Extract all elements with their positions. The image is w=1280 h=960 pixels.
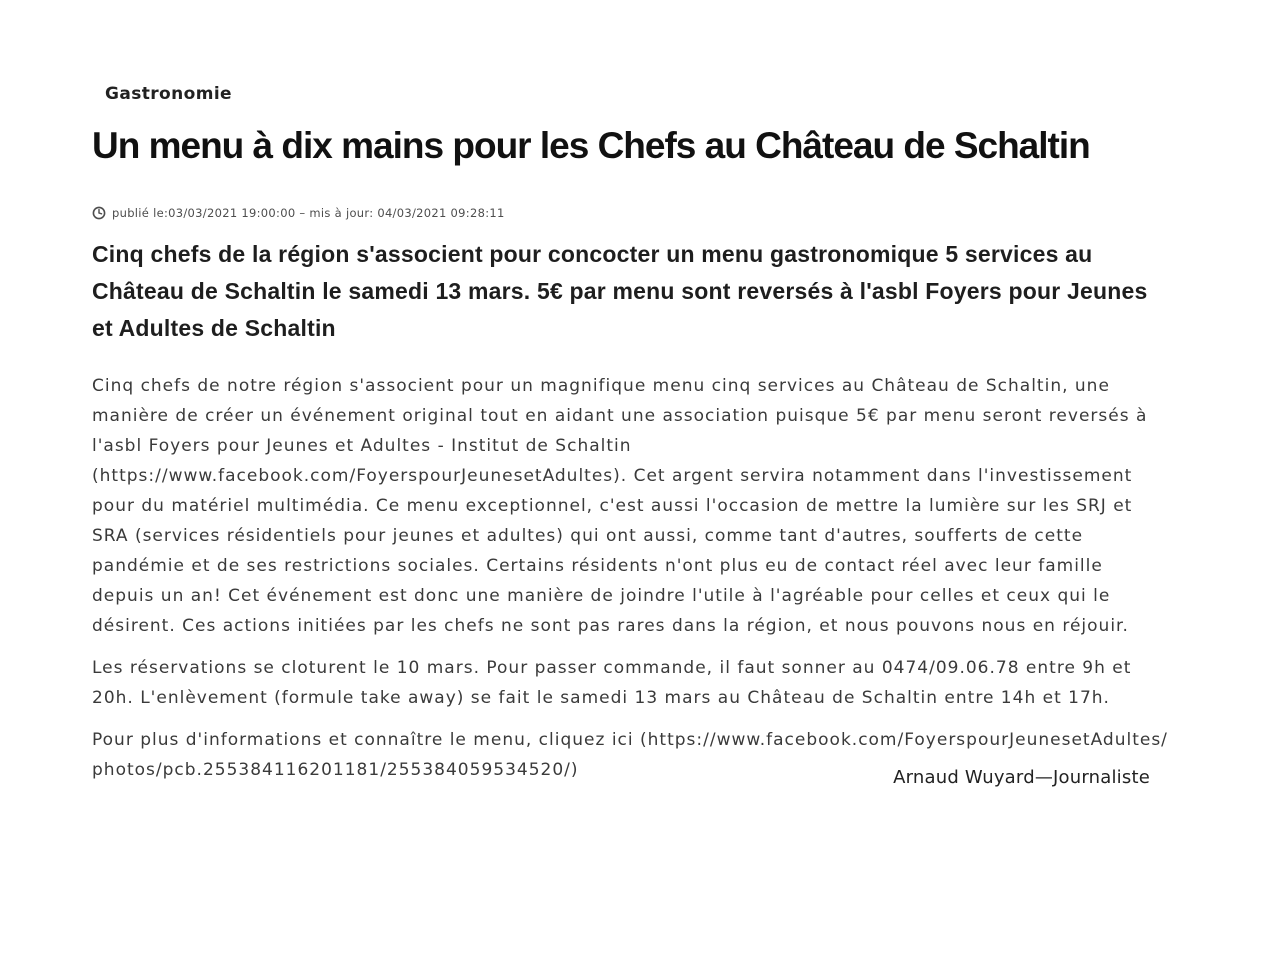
article-paragraph: Les réservations se cloturent le 10 mars. Pour passer commande, il faut sonner au 0474/09.06.78 entre 9h et 20h. L'enlèvement (formule take away) se fait le samedi 13 mars au Château de Schaltin entre 14h et 17h. — [92, 658, 1132, 709]
article-paragraph-with-link: Pour plus d'informations et connaître le menu, cliquez ici (https://www.facebook.com/FoyerspourJeunesetAdultes/photos/pcb.255384116201181/255384059534520/) — [92, 730, 1168, 781]
article-meta-row — [92, 206, 1168, 220]
article-byline: Arnaud Wuyard—Journaliste — [893, 767, 1150, 789]
published-updated-text: publié le:03/03/2021 19:00:00 – mis à jour: 04/03/2021 09:28:11 — [112, 206, 505, 221]
page-title: Un menu à dix mains pour les Chefs au Château de Schaltin — [92, 125, 1090, 166]
clock-icon — [92, 206, 106, 220]
article-lede: Cinq chefs de la région s'associent pour concocter un menu gastronomique 5 services au Château de Schaltin le samedi 13 mars. 5€ par menu sont reversés à l'asbl Foyers pour Jeunes et Adultes de Schaltin — [92, 241, 1148, 342]
article-paragraph: Cinq chefs de notre région s'associent pour un magnifique menu cinq services au Château de Schaltin, une manière de créer un événement original tout en aidant une association puisque 5€ par menu seront reversés à l'asbl Foyers pour Jeunes et Adultes - Institut de Schaltin (https://www.facebook.com/FoyerspourJeunesetAdultes). Cet argent servira notamment dans l'investissement pour du matériel multimédia. Ce menu exceptionnel, c'est aussi l'occasion de mettre la lumière sur les SRJ et SRA (services résidentiels pour jeunes et adultes) qui ont aussi, comme tant d'autres, soufferts de cette pandémie et de ses restrictions sociales. Certains résidents n'ont plus eu de contact réel avec leur famille depuis un an! Cet événement est donc une manière de joindre l'utile à l'agréable pour celles et ceux qui le désirent. Ces actions initiées par les chefs ne sont pas rares dans la région, et nous pouvons nous en réjouir. — [92, 376, 1148, 637]
category-link[interactable]: Gastronomie — [105, 84, 232, 104]
article-body — [92, 371, 1168, 785]
